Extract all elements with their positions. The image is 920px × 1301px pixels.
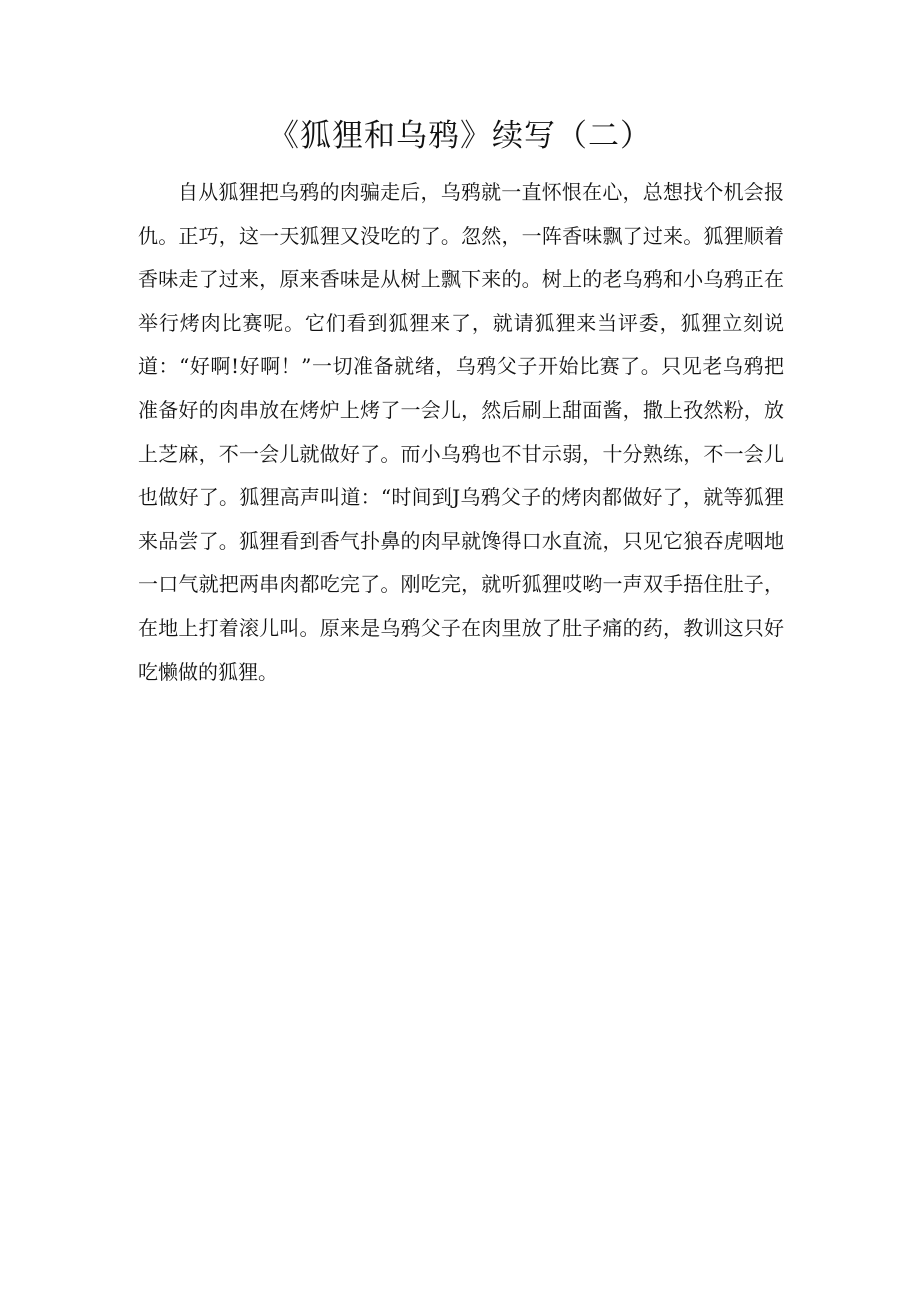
document-title: 《狐狸和乌鸦》续写（二）	[268, 118, 652, 154]
body-paragraph: 自从狐狸把乌鸦的肉骗走后，乌鸦就一直怀恨在心，总想找个机会报仇。正巧，这一天狐狸又没吃的了。忽然，一阵香味飘了过来。狐狸顺着香味走了过来，原来香味是从树上飘下来的。树上的老乌鸦和小乌鸦正在举行烤肉比赛呢。它们看到狐狸来了，就请狐狸来当评委，狐狸立刻说道：“好啊!好啊！”一切准备就绪，乌鸦父子开始比赛了。只见老乌鸦把准备好的肉串放在烤炉上烤了一会儿，然后刷上甜面酱，撒上孜然粉，放上芝麻，不一会儿就做好了。而小乌鸦也不甘示弱，十分熟练，不一会儿也做好了。狐狸高声叫道：“时间到J乌鸦父子的烤肉都做好了，就等狐狸来品尝了。狐狸看到香气扑鼻的肉早就馋得口水直流，只见它狼吞虎咽地一口气就把两串肉都吃完了。刚吃完，就听狐狸哎哟一声双手捂住肚子，在地上打着滚儿叫。原来是乌鸦父子在肉里放了肚子痛的药，教训这只好吃懒做的狐狸。	[138, 180, 784, 684]
